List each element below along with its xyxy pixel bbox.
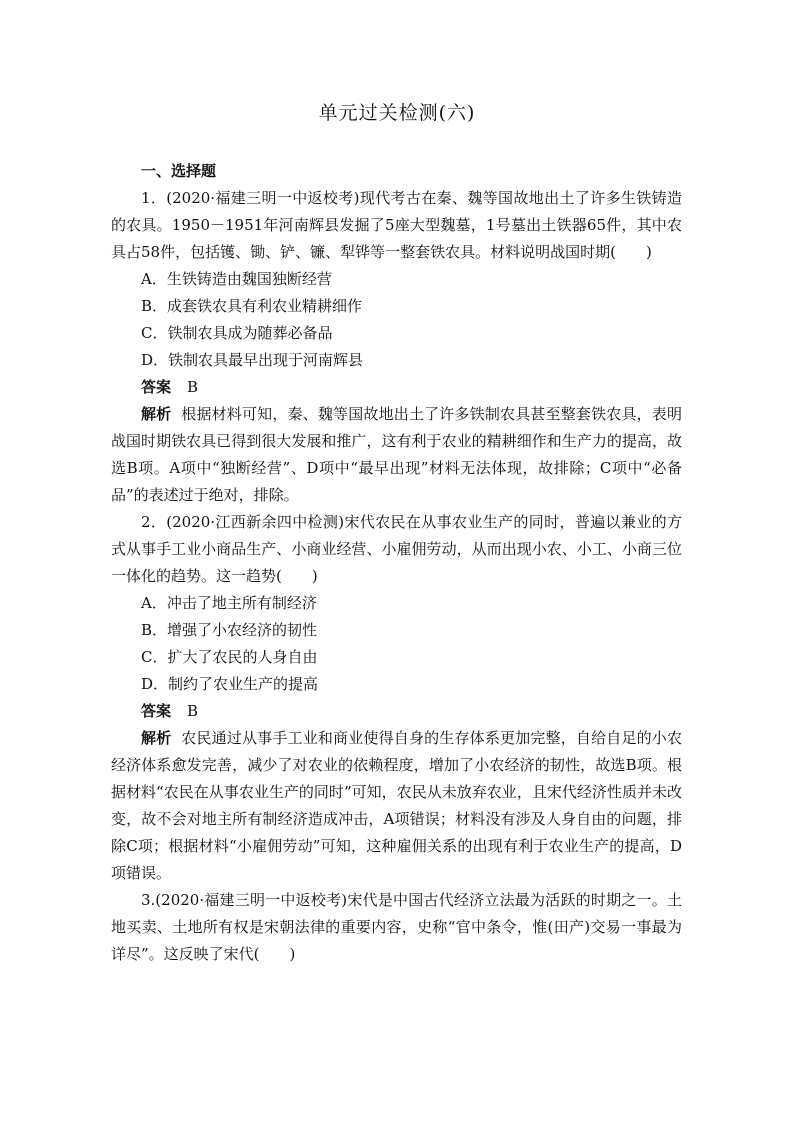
analysis-label: 解析 — [141, 729, 172, 747]
question-1-stem: 1．(2020·福建三明一中返校考)现代考古在秦、魏等国故地出土了许多生铁铸造的农具。1950－1951年河南辉县发掘了5座大型魏墓，1号墓出土铁器65件，其中农具占58件，包括镬、锄、铲、镰、犁铧等一整套铁农具。材料说明战国时期( ) — [111, 189, 682, 261]
question-2-option-d: D．制约了农业生产的提高 — [141, 675, 319, 693]
question-2-answer — [111, 698, 682, 725]
question-2-stem: 2．(2020·江西新余四中检测)宋代农民在从事农业生产的同时，普遍以兼业的方式从事手工业小商品生产、小商业经营、小雇佣劳动，从而出现小农、小工、小商三位一体化的趋势。这一趋势( ) — [111, 513, 682, 585]
question-1-option-d: D．铁制农具最早出现于河南辉县 — [141, 351, 364, 369]
question-1-answer — [111, 374, 682, 401]
question-3 — [111, 887, 682, 968]
answer-label: 答案 — [141, 702, 172, 720]
question-2-analysis — [111, 725, 682, 887]
question-1-analysis — [111, 401, 682, 509]
analysis-label: 解析 — [141, 405, 172, 423]
question-2-option-b: B．增强了小农经济的韧性 — [141, 621, 318, 639]
question-2 — [111, 509, 682, 887]
answer-value: B — [187, 378, 199, 396]
question-3-stem: 3.(2020·福建三明一中返校考)宋代是中国古代经济立法最为活跃的时期之一。土地买卖、土地所有权是宋朝法律的重要内容，史称“官中条令，惟(田产)交易一事最为详尽”。这反映了宋代( ) — [111, 891, 682, 963]
question-1-option-b: B．成套铁农具有利农业精耕细作 — [141, 297, 363, 315]
analysis-text: 农民通过从事手工业和商业使得自身的生存体系更加完整，自给自足的小农经济体系愈发完善，减少了对农业的依赖程度，增加了小农经济的韧性，故选B项。根据材料“农民在从事农业生产的同时”可知，农民从未放弃农业，且宋代经济性质并未改变，故不会对地主所有制经济造成冲击，A项错误；材料没有涉及人身自由的问题，排除C项；根据材料“小雇佣劳动”可知，这种雇佣关系的出现有利于农业生产的提高，D项错误。 — [111, 729, 682, 882]
document-body — [111, 158, 682, 968]
analysis-text: 根据材料可知，秦、魏等国故地出土了许多铁制农具甚至整套铁农具，表明战国时期铁农具已得到很大发展和推广，这有利于农业的精耕细作和生产力的提高，故选B项。A项中“独断经营”、D项中“最早出现”材料无法体现，故排除；C项中“必备品”的表述过于绝对，排除。 — [111, 405, 682, 504]
answer-value: B — [187, 702, 199, 720]
question-1 — [111, 185, 682, 509]
question-1-option-c: C．铁制农具成为随葬必备品 — [141, 324, 333, 342]
answer-label: 答案 — [141, 378, 172, 396]
question-1-option-a: A．生铁铸造由魏国独断经营 — [141, 270, 332, 288]
section-heading: 一、选择题 — [141, 162, 217, 180]
page-title: 单元过关检测(六) — [318, 102, 476, 124]
question-2-option-a: A．冲击了地主所有制经济 — [141, 594, 317, 612]
question-2-option-c: C．扩大了农民的人身自由 — [141, 648, 318, 666]
